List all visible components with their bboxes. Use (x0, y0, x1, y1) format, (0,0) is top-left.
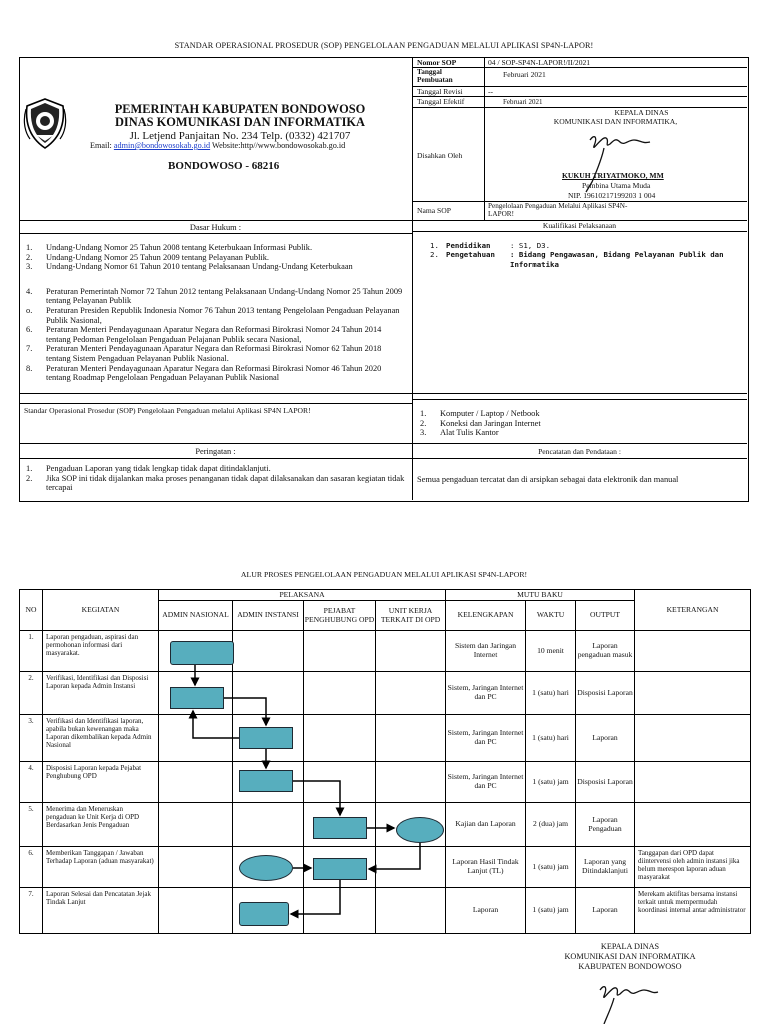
table-row: 4. Disposisi Laporan kepada Pejabat Penghubung OPD Sistem, Jaringan Internet dan PC 1 (satu) jam Disposisi Laporan (20, 762, 751, 803)
signer-title-1: KEPALA DINAS (614, 108, 669, 117)
flow-table (19, 589, 751, 934)
kualifikasi-list: 1. Pendidikan : S1, D3. 2. Pengetahuan : Bidang Pengawasan, Bidang Pelayanan Publik dan Informatika (430, 241, 724, 269)
signer-nip: NIP. 19610217199203 1 004 (568, 191, 656, 200)
col-kelengkapan: KELENGKAPAN (446, 601, 526, 631)
table-row: 2. Verifikasi, Identifikasi dan Disposisi Laporan kepada Admin Instansi Sistem, Jaringan Internet dan PC 1 (satu) hari Disposisi Laporan (20, 672, 751, 715)
footer-title-1: KEPALA DINAS (600, 942, 660, 951)
flow-end-admin-instansi (239, 902, 289, 926)
nomor-sop-label: Nomor SOP (417, 58, 457, 67)
tanggal-revisi-label: Tanggal Revisi (417, 87, 463, 96)
footer-signature-image (592, 976, 662, 1029)
list-item: 2. Koneksi dan Jaringan Internet (420, 418, 541, 428)
nama-sop-label: Nama SOP (417, 206, 451, 215)
dasar-hukum-title: Dasar Hukum : (189, 223, 242, 232)
email-label: Email: (90, 141, 114, 150)
flow-title: ALUR PROSES PENGELOLAAN PENGADUAN MELALUI APLIKASI SP4N-LAPOR! (240, 570, 528, 579)
col-keterangan: KETERANGAN (635, 590, 751, 631)
col-pejabat: PEJABAT PENGHUBUNG OPD (304, 601, 376, 631)
signer-name: KUKUH TRIYATMOKO, MM (562, 171, 664, 180)
table-row: 1. Laporan pengaduan, aspirasi dan permohonan informasi dari masyarakat. Sistem dan Jaringan Internet 10 menit Laporan pengaduan masuk (20, 631, 751, 672)
org-name-line1: PEMERINTAH KABUPATEN BONDOWOSO (114, 102, 366, 116)
signer-rank: Pembina Utama Muda (582, 181, 651, 190)
contact-line (90, 141, 410, 150)
flow-step-3-admin-instansi (239, 727, 293, 749)
flow-step-2-admin-nasional (170, 687, 224, 709)
table-row: 7. Laporan Selesai dan Pencatatan Jejak Tindak Lanjut Laporan 1 (satu) jam Laporan Merekam aktifitas bersama instansi terkait untuk mempermudah koordinasi internal antar administrator (20, 888, 751, 934)
nomor-sop-value: 04 / SOP-SP4N-LAPOR!/II/2021 (488, 58, 591, 67)
flow-step-5-pejabat (313, 817, 367, 839)
org-name-line2: DINAS KOMUNIKASI DAN INFORMATIKA (114, 115, 365, 129)
list-item: 6. Peraturan Menteri Pendayagunaan Aparatur Negara dan Reformasi Birokrasi Nomor 24 Tahun 2014 tentang Pedoman Pengelolaan Pengaduan Pelajanan Publik secara Nasional, (26, 325, 382, 344)
col-unit-kerja: UNIT KERJA TERKAIT DI OPD (376, 601, 446, 631)
org-address: Jl. Letjend Panjaitan No. 234 Telp. (0332) 421707 (129, 130, 351, 142)
pencatatan-text: Semua pengaduan tercatat dan di arsipkan sebagai data elektronik dan manual (417, 475, 679, 484)
org-city: BONDOWOSO - 68216 (168, 160, 280, 172)
list-item: 1. Undang-Undang Nomor 25 Tahun 2008 tentang Keterbukaan Informasi Publik. (26, 243, 313, 252)
flow-step-5-unit-kerja (396, 817, 444, 843)
tanggal-pembuatan-label: Tanggal Pembuatan (417, 67, 453, 84)
col-kegiatan: KEGIATAN (43, 590, 159, 631)
peralatan-list (420, 409, 740, 438)
bondowoso-crest-logo (22, 97, 68, 151)
flow-start-admin-nasional (170, 641, 234, 665)
list-item: 3. Undang-Undang Nomor 61 Tahun 2010 tentang Pelaksanaan Undang-Undang Keterbukaan (26, 262, 353, 272)
tanggal-revisi-value: -- (488, 87, 494, 96)
list-item: 7. Peraturan Menteri Pendayagunaan Aparatur Negara dan Reformasi Birokrasi Nomor 62 Tahun 2018 tentang Sistem Pengaduan Pelayanan Publik Nasional. (26, 344, 382, 363)
col-waktu: WAKTU (526, 601, 576, 631)
flow-step-6-admin-instansi (239, 855, 293, 881)
disahkan-label: Disahkan Oleh (417, 151, 463, 160)
list-item: 8. Peraturan Menteri Pendayagunaan Aparatur Negara dan Reformasi Birokrasi Nomor 46 Tahun 2020 tentang Roadmap Pengelolaan Pengaduan Pelayanan Publik Nasional (26, 363, 382, 383)
kualifikasi-title: Kualifikasi Pelaksanaan (542, 221, 617, 230)
list-item: 2. Jika SOP ini tidak dijalankan maka proses penanganan tidak dapat dilaksanakan dan sasaran kegiatan tidak tercapai (26, 473, 405, 493)
table-row: 5. Menerima dan Meneruskan pengaduan ke Unit Kerja di OPD Berdasarkan Jenis Pengaduan Kajian dan Laporan 2 (dua) jam Laporan Pengaduan (20, 803, 751, 847)
keterkaitan-text: Standar Operasional Prosedur (SOP) Pengelolaan Pengaduan melalui Aplikasi SP4N LAPOR! (24, 406, 311, 415)
nama-sop-value: Pengelolaan Pengaduan Melalui Aplikasi SP4N-LAPOR! (488, 202, 628, 219)
flow-step-6-pejabat (313, 858, 367, 880)
col-admin-nasional: ADMIN NASIONAL (159, 601, 233, 631)
footer-title-2: KOMUNIKASI DAN INFORMATIKA (564, 952, 696, 961)
peringatan-list (26, 464, 406, 493)
tanggal-efektif-value: Februari 2021 (503, 98, 543, 106)
table-row: 6. Memberikan Tanggapan / Jawaban Terhadap Laporan (aduan masyarakat) Laporan Hasil Tindak Lanjut (TL) 1 (satu) jam Laporan yang Ditindaklanjuti Tanggapan dari OPD dapat diintervensi oleh admin instansi jika belum merespon laporan aduan masyarakat (20, 847, 751, 888)
col-no: NO (20, 590, 43, 631)
col-admin-instansi: ADMIN INSTANSI (233, 601, 304, 631)
signer-title-2: KOMUNIKASI DAN INFORMATIKA, (553, 116, 678, 126)
tanggal-efektif-label: Tanggal Efektif (417, 97, 465, 106)
table-row: 3. Verifikasi dan Identifikasi laporan, apabila bukan kewenangan maka Laporan dikembalikan kepada Admin Nasional Sistem, Jaringan Internet dan PC 1 (satu) hari Laporan (20, 715, 751, 762)
website-text: Website:http//www.bondowosokab.go.id (210, 141, 346, 150)
list-item: 2. Undang-Undang Nomor 25 Tahun 2009 tentang Pelayanan Publik. (26, 252, 270, 262)
col-pelaksana: PELAKSANA (159, 590, 446, 601)
list-item: 1. Pengaduan Laporan yang tidak lengkap tidak dapat ditindaklanjuti. (26, 464, 271, 473)
email-link[interactable]: admin@bondowosokab.go.id (113, 141, 211, 150)
document-title: STANDAR OPERASIONAL PROSEDUR (SOP) PENGELOLAAN PENGADUAN MELALUI APLIKASI SP4N-LAPOR! (174, 41, 594, 50)
list-item: 4. Peraturan Pemerintah Nomor 72 Tahun 2012 tentang Pelaksanaan Undang-Undang Nomor 25 Tahun 2009 tentang Pelayanan Publik (26, 286, 403, 306)
peringatan-title: Peringatan : (195, 447, 236, 456)
list-item: 3. Alat Tulis Kantor (420, 428, 499, 438)
pencatatan-title: Pencatatan dan Pendataan : (538, 447, 621, 456)
flow-step-4-admin-instansi (239, 770, 293, 792)
footer-title-3: KABUPATEN BONDOWOSO (578, 962, 682, 971)
list-item: o. Peraturan Presiden Republik Indonesia Nomor 76 Tahun 2013 tentang Pengelolaan Pengaduan Pelayanan Publik Nasional, (26, 305, 400, 325)
list-item: 1. Komputer / Laptop / Netbook (420, 409, 540, 418)
col-output: OUTPUT (576, 601, 635, 631)
col-mutu-baku: MUTU BAKU (446, 590, 635, 601)
tanggal-pembuatan-value: Februari 2021 (503, 70, 546, 79)
dasar-hukum-list (26, 243, 404, 383)
